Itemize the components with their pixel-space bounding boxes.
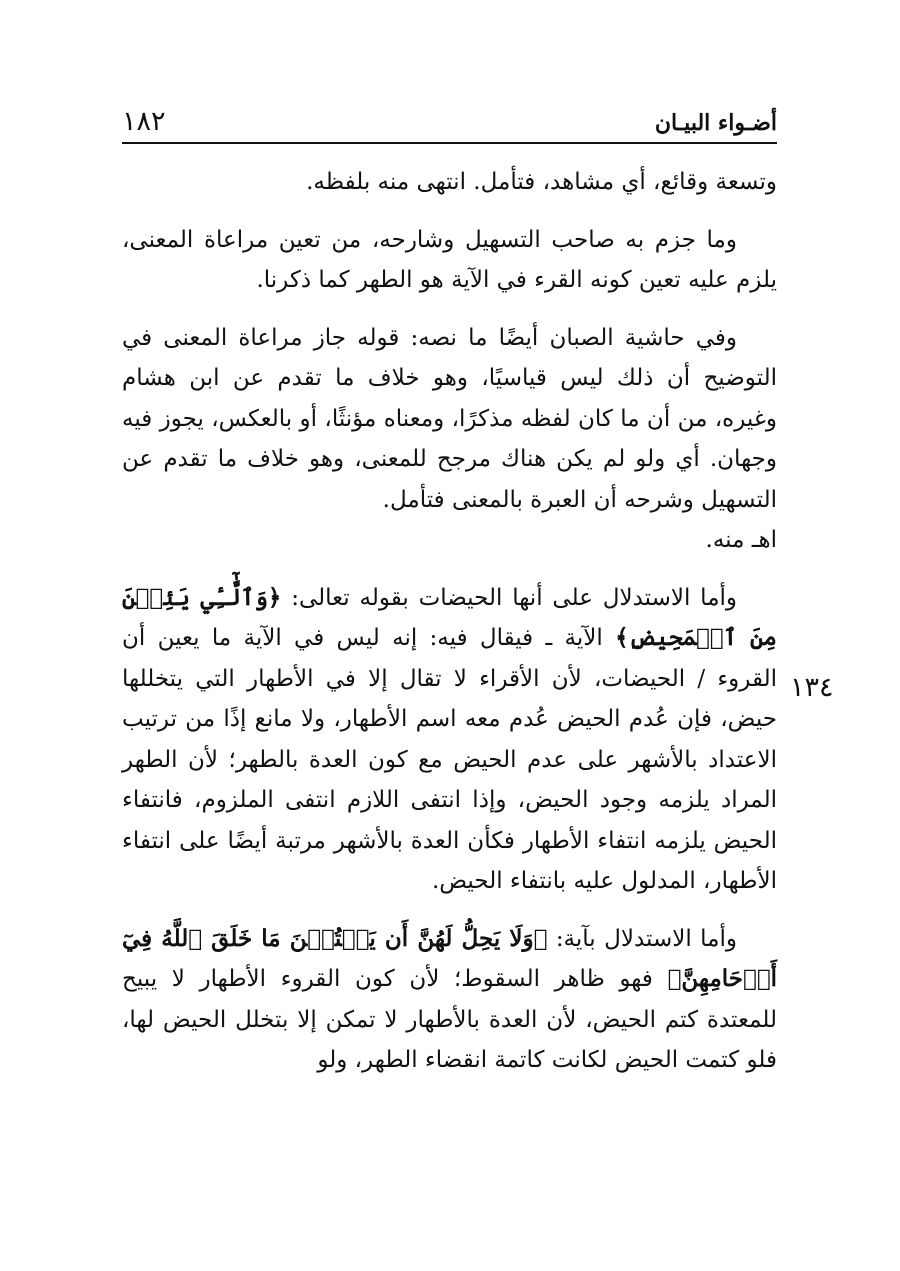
paragraph-2: وما جزم به صاحب التسهيل وشارحه، من تعين مراعاة المعنى، يلزم عليه تعين كونه القرء في الآية هو الطهر كما ذكرنا. bbox=[122, 226, 777, 293]
paragraph-4-lead: وأما الاستدلال على أنها الحيضات بقوله تعالى: bbox=[291, 584, 738, 611]
quran-verse-2: ﴿وَلَا يَحِلُّ لَهُنَّ أَن يَكۡتُمۡنَ مَا خَلَقَ ٱللَّهُ فِيٓ أَرۡحَامِهِنَّ﴾ bbox=[122, 924, 778, 992]
paragraph-5 bbox=[122, 919, 777, 1081]
paragraph-3 bbox=[122, 318, 777, 561]
paragraph-4 bbox=[122, 578, 777, 902]
quran-verse-1: ﴿وَٱلَّٰٓـِٔي يَئِسۡنَ مِنَ ٱلۡمَحِيضِ﴾ bbox=[122, 583, 778, 651]
paragraph-5-rest: فهو ظاهر السقوط؛ لأن كون القروء الأطهار لا يبيح للمعتدة كتم الحيض، لأن العدة بالأطهار لا تمكن إلا بتخلل الحيض لها، فلو كتمت الحيض لكانت كاتمة انقضاء الطهر، ولو bbox=[122, 966, 777, 1073]
page-number: ١٨٢ bbox=[122, 106, 166, 137]
paragraph-3-text: وفي حاشية الصبان أيضًا ما نصه: قوله جاز مراعاة المعنى في التوضيح أن ذلك ليس قياسيًا، وهو خلاف ما تقدم عن ابن هشام وغيره، من أن ما كان لفظه مذكرًا، ومعناه مؤنثًا، أو بالعكس، يجوز فيه وجهان. أي ولو لم يكن هناك مرجح للمعنى، وهو خلاف ما تقدم عن التسهيل وشرحه أن العبرة بالمعنى فتأمل. bbox=[122, 324, 777, 513]
book-title: أضـواء البيـان bbox=[654, 110, 777, 136]
paragraph-4-rest: الآية ـ فيقال فيه: إنه ليس في الآية ما يعين أن القروء / الحيضات، لأن الأقراء لا تقال إلا في الأطهار التي يتخللها حيض، فإن عُدم الحيض عُدم معه اسم الأطهار، ولا مانع إذًا من ترتيب الاعتداد بالأشهر على عدم الحيض مع كون العدة بالطهر؛ لأن الطهر المراد يلزمه وجود الحيض، وإذا انتفى اللازم انتفى الملزوم، فانتفاء الحيض يلزمه انتفاء الأطهار فكأن العدة بالأشهر مرتبة أيضًا على انتفاء الأطهار، المدلول عليه بانتفاء الحيض. bbox=[122, 625, 777, 894]
paragraph-3-end: اهـ منه. bbox=[705, 527, 777, 553]
page-body bbox=[122, 162, 777, 1098]
page-header bbox=[122, 106, 777, 144]
paragraph-1: وتسعة وقائع، أي مشاهد، فتأمل. انتهى منه بلفظه. bbox=[306, 169, 777, 195]
margin-page-reference: ١٣٤ bbox=[790, 672, 834, 703]
paragraph-5-lead: وأما الاستدلال بآية: bbox=[555, 925, 737, 952]
